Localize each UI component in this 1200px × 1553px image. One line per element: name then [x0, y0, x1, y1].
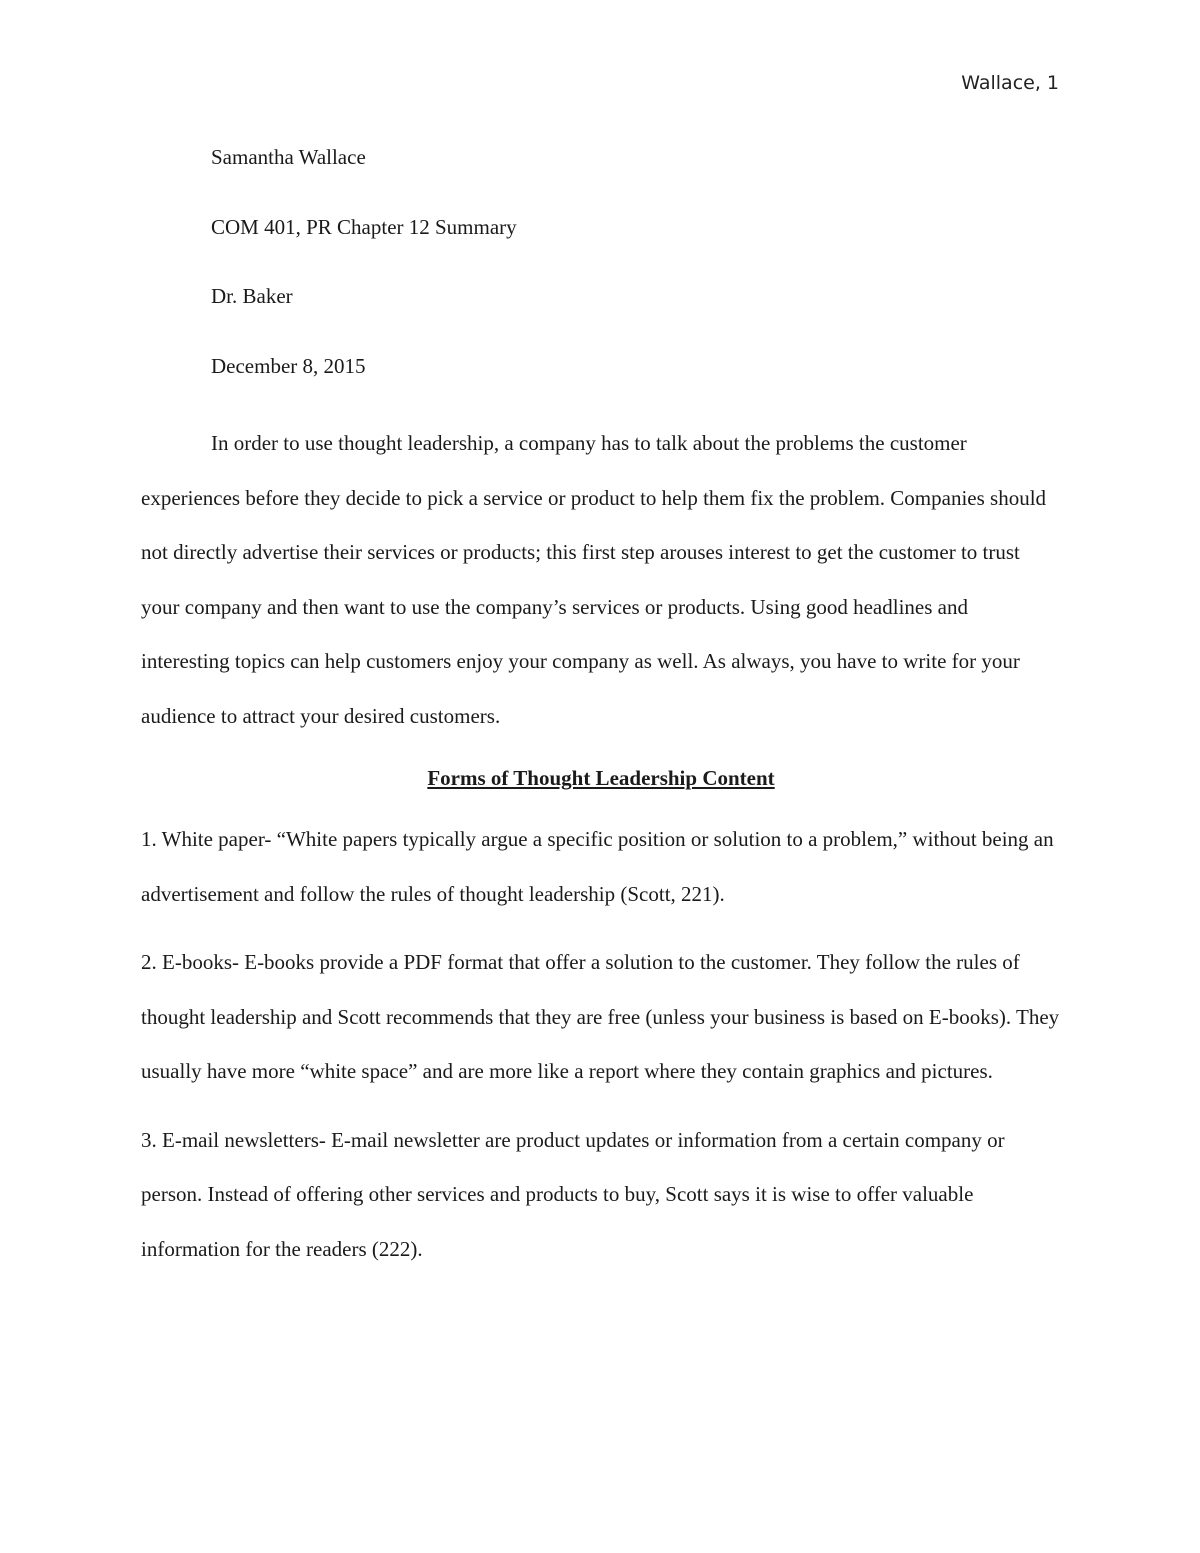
- list-item-email-newsletters: 3. E-mail newsletters- E-mail newsletter are product updates or information from a certain company or person. Instead of offering other services and products to buy, Scott says it is wise to offer valuable information for the readers (222).: [141, 1127, 1005, 1261]
- intro-paragraph: In order to use thought leadership, a company has to talk about the problems the customer experiences before they decide to pick a service or product to help them fix the problem. Companies should not directly advertise their services or products; this first step arouses interest to get the customer to trust your company and then want to use the company’s services or products. Using good headlines and interesting topics can help customers enjoy your company as well. As always, you have to write for your audience to attract your desired customers.: [141, 431, 1047, 728]
- document-date: December 8, 2015: [211, 353, 366, 378]
- course-title: COM 401, PR Chapter 12 Summary: [211, 214, 517, 239]
- running-head: Wallace, 1: [961, 72, 1059, 94]
- document-body: [141, 138, 1061, 1290]
- instructor-name: Dr. Baker: [211, 284, 293, 308]
- list-item-e-books: 2. E-books- E-books provide a PDF format that offer a solution to the customer. They follow the rules of thought leadership and Scott recommends that they are free (unless your business is based on E-books). They usually have more “white space” and are more like a report where they contain graphics and pictures.: [141, 950, 1060, 1083]
- list-item-white-paper: 1. White paper- “White papers typically argue a specific position or solution to a problem,” without being an advertisement and follow the rules of thought leadership (Scott, 221).: [141, 827, 1054, 906]
- author-name: Samantha Wallace: [211, 145, 366, 169]
- heading-block: [141, 138, 1061, 416]
- section-title: Forms of Thought Leadership Content: [427, 766, 775, 790]
